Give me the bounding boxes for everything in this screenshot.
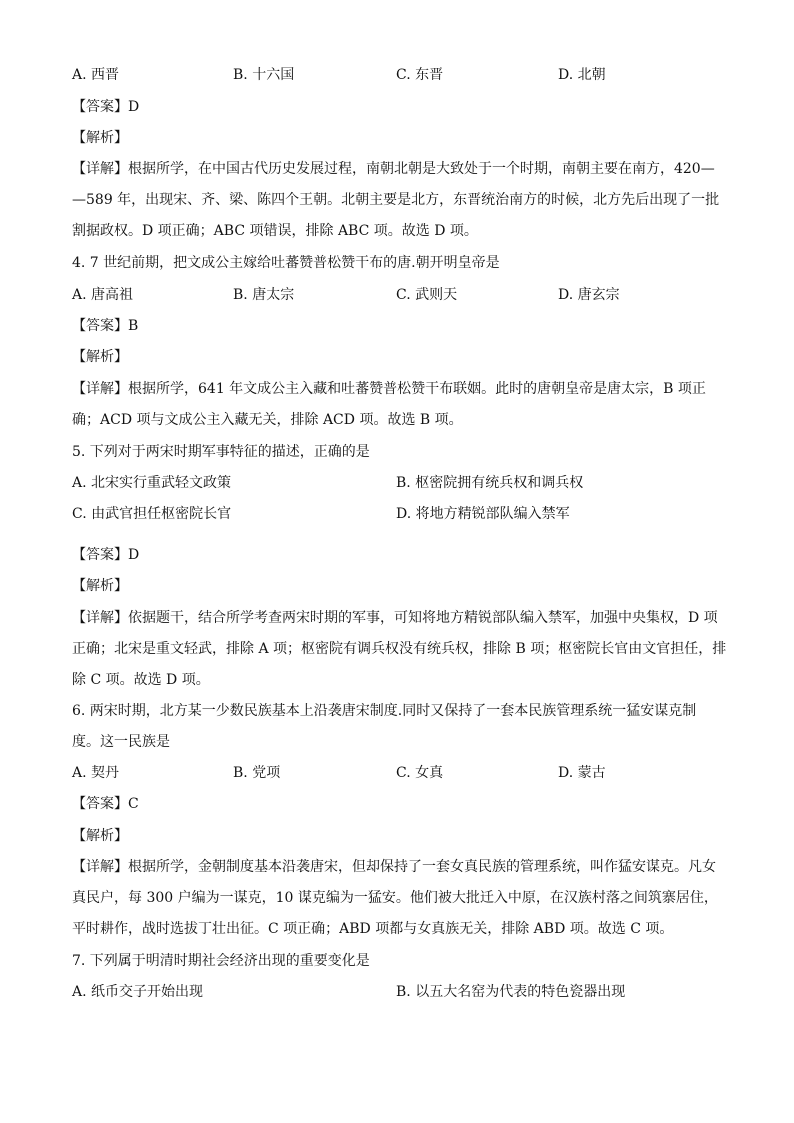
q6-option-b: B. 党项 — [233, 765, 281, 781]
q3-detail-line: —589 年，出现宋、齐、梁、陈四个王朝。北朝主要是北方，东晋统治南方的时候，北方先后出现了一批 — [72, 192, 720, 208]
q5-stem: 5. 下列对于两宋时期军事特征的描述，正确的是 — [72, 444, 370, 460]
q5-detail-line: 【详解】依据题干，结合所学考查两宋时期的军事，可知将地方精锐部队编入禁军，加强中央集权，D 项 — [72, 610, 718, 626]
q5-option-a: A. 北宋实行重武轻文政策 — [72, 475, 232, 491]
q6-answer: 【答案】C — [72, 796, 139, 812]
q5-detail-line: 正确；北宋是重文轻武，排除 A 项；枢密院有调兵权没有统兵权，排除 B 项；枢密院长官由文官担任，排 — [72, 641, 727, 657]
q3-option-c: C. 东晋 — [396, 67, 444, 83]
q5-analysis-label: 【解析】 — [72, 578, 128, 594]
q5-detail-line: 除 C 项。故选 D 项。 — [72, 672, 210, 688]
q6-stem-line: 度。这一民族是 — [72, 734, 170, 750]
q6-option-a: A. 契丹 — [72, 765, 120, 781]
q5-answer: 【答案】D — [72, 547, 140, 563]
q6-option-d: D. 蒙古 — [558, 765, 606, 781]
q7-stem: 7. 下列属于明清时期社会经济出现的重要变化是 — [72, 953, 370, 969]
q6-detail-line: 【详解】根据所学，金朝制度基本沿袭唐宋，但却保持了一套女真民族的管理系统，叫作猛安谋克。凡女 — [72, 859, 716, 875]
q5-option-b: B. 枢密院拥有统兵权和调兵权 — [396, 475, 584, 491]
q3-analysis-label: 【解析】 — [72, 130, 128, 146]
q4-option-a: A. 唐高祖 — [72, 287, 134, 303]
q4-detail-line: 确；ACD 项与文成公主入藏无关，排除 ACD 项。故选 B 项。 — [72, 412, 463, 428]
q3-detail-line: 【详解】根据所学，在中国古代历史发展过程，南朝北朝是大致处于一个时期，南朝主要在南方，420— — [72, 161, 715, 177]
q6-detail-line: 真民户，每 300 户编为一谋克，10 谋克编为一猛安。他们被大批迁入中原，在汉族村落之间筑寨居住， — [72, 890, 718, 906]
q6-analysis-label: 【解析】 — [72, 828, 128, 844]
q4-answer: 【答案】B — [72, 318, 139, 334]
q3-option-a: A. 西晋 — [72, 67, 120, 83]
q4-option-b: B. 唐太宗 — [233, 287, 295, 303]
q3-option-b: B. 十六国 — [233, 67, 295, 83]
q5-option-c: C. 由武官担任枢密院长官 — [72, 506, 232, 522]
q4-stem: 4. 7 世纪前期，把文成公主嫁给吐蕃赞普松赞干布的唐.朝开明皇帝是 — [72, 255, 500, 271]
q5-option-d: D. 将地方精锐部队编入禁军 — [396, 506, 570, 522]
q4-detail-line: 【详解】根据所学，641 年文成公主入藏和吐蕃赞普松赞干布联姻。此时的唐朝皇帝是唐太宗，B 项正 — [72, 381, 706, 397]
q3-answer: 【答案】D — [72, 99, 140, 115]
q4-analysis-label: 【解析】 — [72, 349, 128, 365]
q6-detail-line: 平时耕作，战时选拔丁壮出征。C 项正确；ABD 项都与女真族无关，排除 ABD 项。故选 C 项。 — [72, 921, 674, 937]
q3-option-d: D. 北朝 — [558, 67, 606, 83]
q7-option-a: A. 纸币交子开始出现 — [72, 984, 204, 1000]
q4-option-c: C. 武则天 — [396, 287, 458, 303]
q6-option-c: C. 女真 — [396, 765, 444, 781]
q4-option-d: D. 唐玄宗 — [558, 287, 620, 303]
q3-detail-line: 割据政权。D 项正确；ABC 项错误，排除 ABC 项。故选 D 项。 — [72, 223, 478, 239]
q6-stem-line: 6. 两宋时期，北方某一少数民族基本上沿袭唐宋制度.同时又保持了一套本民族管理系统一猛安谋克制 — [72, 703, 697, 719]
q7-option-b: B. 以五大名窑为代表的特色瓷器出现 — [396, 984, 626, 1000]
